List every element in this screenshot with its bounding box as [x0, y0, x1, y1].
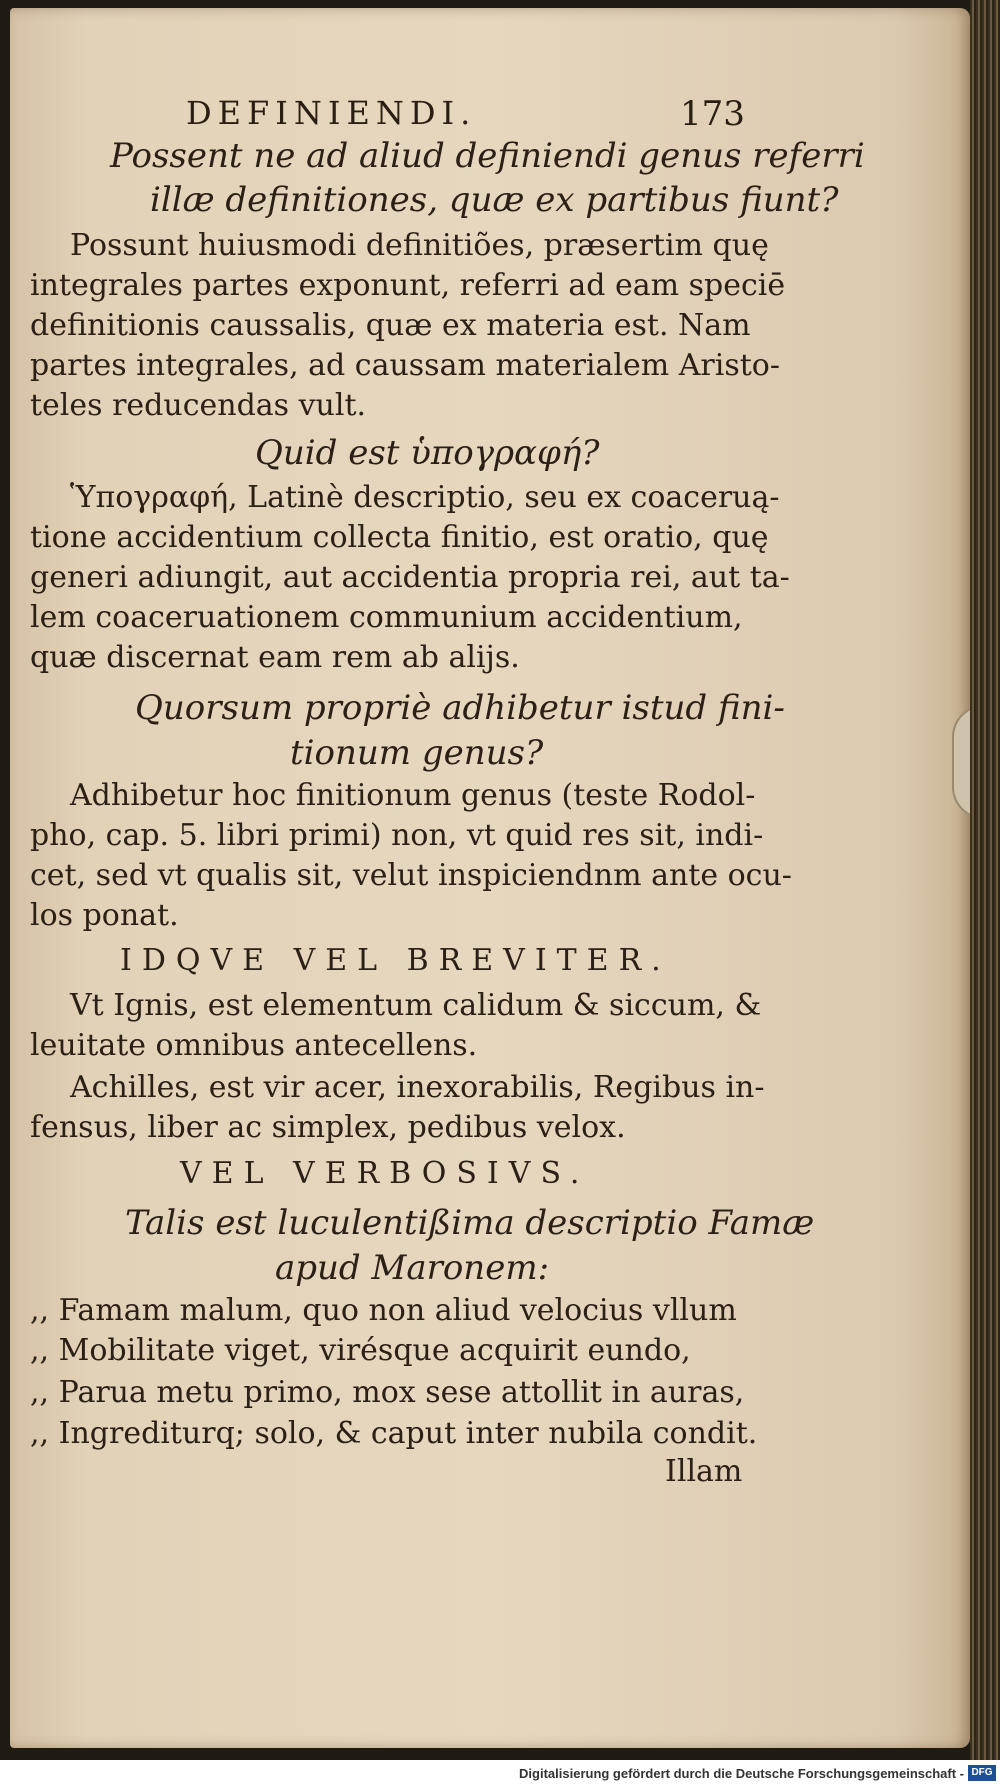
funding-credit: Digitalisierung gefördert durch die Deutsche Forschungsgemeinschaft - [519, 1766, 964, 1781]
question-heading: Quorsum propriè adhibetur istud fini- [135, 688, 785, 728]
question-heading: Talis est luculentißima descriptio Famæ [125, 1203, 815, 1243]
page-number: 173 [680, 94, 745, 134]
text-line: quæ discernat eam rem ab alijs. [30, 640, 520, 675]
text-line: Adhibetur hoc finitionum genus (teste Rodol- [70, 778, 756, 813]
text-line: lem coaceruationem communium accidentium, [30, 600, 743, 635]
text-line: teles reducendas vult. [30, 388, 367, 423]
text-line: tione accidentium collecta finitio, est oratio, quę [30, 520, 769, 555]
text-line: partes integrales, ad caussam materialem Aristo- [30, 348, 780, 383]
question-heading: illæ definitiones, quæ ex partibus fiunt? [150, 180, 839, 220]
verse-line: ,, Mobilitate viget, virésque acquirit eundo, [30, 1333, 691, 1368]
book-edge [970, 0, 1000, 1760]
dfg-logo: DFG [968, 1765, 996, 1781]
section-heading: VEL VERBOSIVS. [180, 1156, 590, 1191]
text-line: leuitate omnibus antecellens. [30, 1028, 478, 1063]
text-line: integrales partes exponunt, referri ad eam speciē [30, 268, 786, 303]
text-line: generi adiungit, aut accidentia propria rei, aut ta- [30, 560, 790, 595]
question-heading: apud Maronem: [275, 1248, 550, 1288]
question-heading: tionum genus? [290, 733, 544, 773]
text-line: Achilles, est vir acer, inexorabilis, Regibus in- [70, 1070, 765, 1105]
text-line: Ὑπογραφή, Latinè descriptio, seu ex coaceruą- [70, 480, 780, 515]
running-title: DEFINIENDI. [186, 94, 477, 132]
verse-line: ,, Ingrediturq; solo, & caput inter nubila condit. [30, 1416, 758, 1451]
question-heading: Quid est ὑπογραφή? [255, 433, 600, 473]
text-line: cet, sed vt qualis sit, velut inspiciendnm ante ocu- [30, 858, 792, 893]
question-heading: Possent ne ad aliud definiendi genus referri [110, 136, 865, 176]
text-line: los ponat. [30, 898, 179, 933]
book-page [10, 8, 970, 1748]
text-line: Possunt huiusmodi definitiões, præsertim quę [70, 228, 769, 263]
verse-line: ,, Parua metu primo, mox sese attollit in auras, [30, 1375, 745, 1410]
text-line: fensus, liber ac simplex, pedibus velox. [30, 1110, 626, 1145]
text-line: pho, cap. 5. libri primi) non, vt quid res sit, indi- [30, 818, 764, 853]
text-line: definitionis caussalis, quæ ex materia est. Nam [30, 308, 751, 343]
catchword: Illam [665, 1454, 743, 1489]
text-line: Vt Ignis, est elementum calidum & siccum, & [70, 988, 762, 1023]
section-heading: IDQVE VEL BREVITER. [120, 943, 671, 978]
verse-line: ,, Famam malum, quo non aliud velocius vllum [30, 1293, 737, 1328]
footer-bar [0, 1760, 1000, 1790]
